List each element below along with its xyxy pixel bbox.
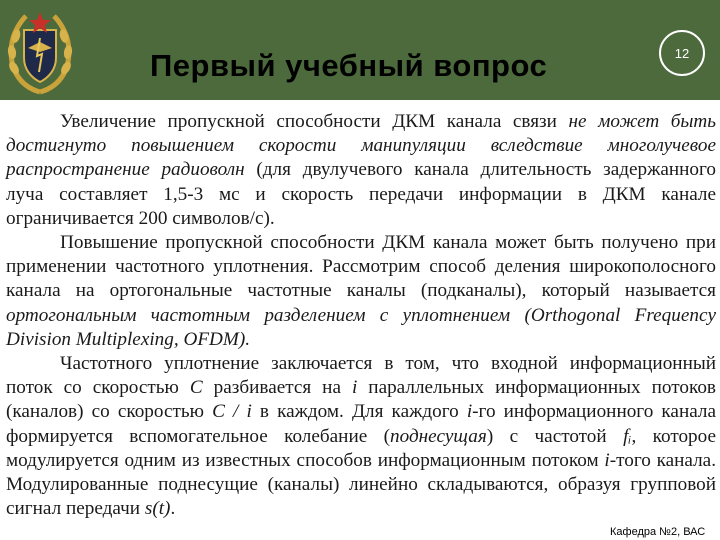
formula-i-3: i	[604, 449, 610, 471]
paragraph-1-italic: не может быть достигнуто повышением скорости манипуляции вследствие многолучевое распространение радиоволн	[6, 111, 717, 181]
paragraph-3-text-f: ) с частотой	[486, 425, 624, 447]
paragraph-3	[6, 352, 716, 521]
paragraph-3-italic: поднесущая	[390, 425, 487, 447]
military-emblem-icon	[4, 8, 76, 96]
paragraph-3-text-c: параллельных информационных потоков (каналов) со скоростью	[6, 377, 716, 423]
formula-C-over-i: C / i	[212, 401, 252, 423]
paragraph-3-text-g: , которое модулируется одним из известных способов информационным потоком	[6, 425, 716, 471]
formula-fi: fᵢ	[623, 425, 632, 447]
paragraph-3-text-a: Частотного уплотнение заключается в том, что входной информационный поток со скоростью	[6, 353, 716, 399]
paragraph-3-end: .	[170, 498, 176, 520]
paragraph-1-text-a: Увеличение пропускной способности ДКМ канала связи	[60, 111, 569, 132]
formula-i-2: i	[466, 401, 473, 423]
formula-s-t: s(t)	[144, 498, 171, 520]
paragraph-2	[6, 231, 716, 352]
paragraph-2-italic: ортогональным частотным разделением с уплотнением (Orthogonal Frequency Division Multiplexing, OFDM).	[6, 304, 716, 350]
paragraph-1	[6, 110, 716, 231]
paragraph-2-text-a: Повышение пропускной способности ДКМ канала может быть получено при применении частотного уплотнения. Рассмотрим способ деления широкополосного канала на ортогональные частотные каналы (подканалы), который называется	[6, 232, 716, 302]
formula-i: i	[351, 377, 358, 399]
footer-text: Кафедра №2, ВАС	[610, 526, 706, 538]
paragraph-3-text-e: -го информационного канала формируется вспомогательное колебание (	[6, 401, 716, 447]
paragraph-3-text-h: -того канала. Модулированные поднесущие (каналы) линейно складываются, образуя групповой сигнал передачи	[6, 449, 716, 520]
body-text	[6, 110, 716, 521]
paragraph-3-text-b: разбивается на	[202, 377, 352, 399]
page-title: Первый учебный вопрос	[150, 48, 548, 83]
page-number-badge: 12	[659, 30, 705, 76]
paragraph-3-text-d: в каждом. Для каждого	[251, 401, 467, 423]
formula-C: C	[189, 377, 203, 399]
paragraph-1-text-b: (для двулучевого канала длительность задержанного луча составляет 1,5-3 мс и скорость передачи информации в ДКМ канале ограничивается 200 символов/с).	[6, 159, 716, 229]
header-bar	[0, 0, 720, 100]
